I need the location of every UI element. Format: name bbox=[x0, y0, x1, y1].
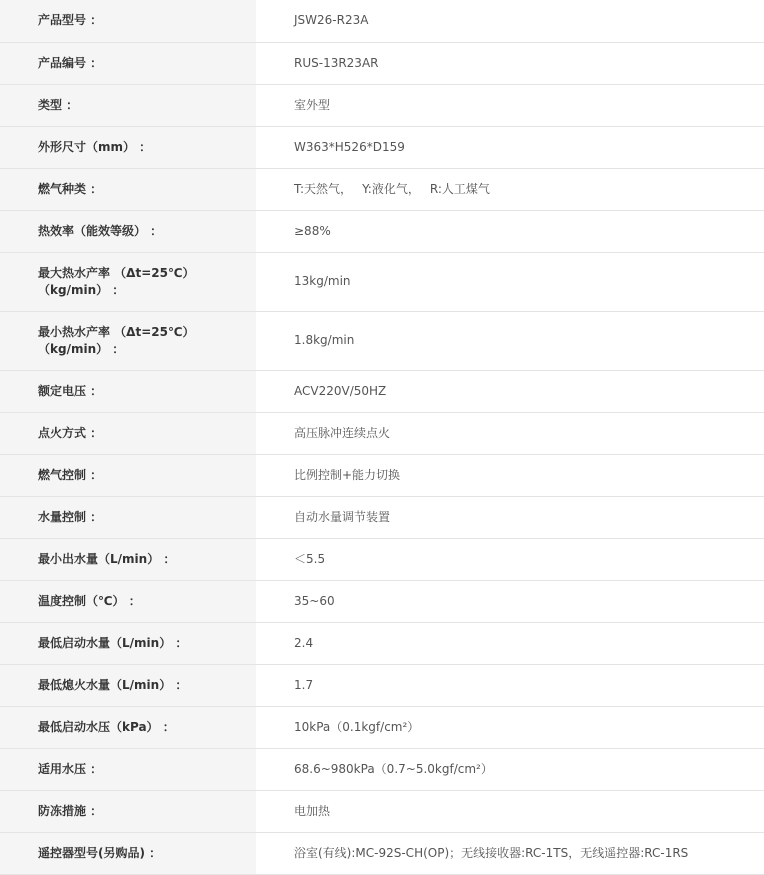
spec-row-water-pressure bbox=[0, 748, 764, 790]
spec-value: JSW26-R23A bbox=[256, 0, 764, 42]
spec-label: 最小出水量（L/min） ： bbox=[0, 538, 256, 580]
spec-label-line: 最小热水产率 （Δt=25℃） bbox=[38, 324, 195, 339]
spec-value: RUS-13R23AR bbox=[256, 42, 764, 84]
spec-row-antifreeze bbox=[0, 790, 764, 832]
spec-row-remote bbox=[0, 832, 764, 874]
spec-value: 2.4 bbox=[256, 622, 764, 664]
spec-label: 热效率（能效等级） ： bbox=[0, 210, 256, 252]
spec-label: 遥控器型号(另购品) ： bbox=[0, 832, 256, 874]
spec-label: 外形尺寸（mm） ： bbox=[0, 126, 256, 168]
spec-row-voltage bbox=[0, 370, 764, 412]
spec-value: 10kPa（0.1kgf/cm²） bbox=[256, 706, 764, 748]
spec-row-gas-control bbox=[0, 454, 764, 496]
spec-label: 燃气种类 ： bbox=[0, 168, 256, 210]
spec-row-gas-type bbox=[0, 168, 764, 210]
spec-row-water-control bbox=[0, 496, 764, 538]
spec-row-efficiency bbox=[0, 210, 764, 252]
spec-value bbox=[256, 168, 764, 210]
spec-value: 13kg/min bbox=[256, 252, 764, 311]
spec-row-max-hot-water bbox=[0, 252, 764, 311]
spec-label: 最低启动水量（L/min） ： bbox=[0, 622, 256, 664]
spec-label: 类型 ： bbox=[0, 84, 256, 126]
spec-label: 温度控制（℃） ： bbox=[0, 580, 256, 622]
spec-label-line: 最大热水产率 （Δt=25℃） bbox=[38, 265, 195, 280]
spec-label: 产品编号 ： bbox=[0, 42, 256, 84]
gas-type-lpg: Y:液化气， bbox=[362, 181, 420, 196]
spec-row-product-code bbox=[0, 42, 764, 84]
spec-value: 自动水量调节装置 bbox=[256, 496, 764, 538]
spec-value: 室外型 bbox=[256, 84, 764, 126]
spec-row-ignition bbox=[0, 412, 764, 454]
spec-value: ACV220V/50HZ bbox=[256, 370, 764, 412]
spec-value: 浴室(有线):MC-92S-CH(OP)；无线接收器:RC-1TS，无线遥控器:RC-1RS bbox=[256, 832, 764, 874]
spec-label: 点火方式 ： bbox=[0, 412, 256, 454]
gas-type-natural: T:天然气， bbox=[294, 181, 353, 196]
spec-value: 1.8kg/min bbox=[256, 311, 764, 370]
spec-label: 最低熄火水量（L/min） ： bbox=[0, 664, 256, 706]
spec-value: 35~60 bbox=[256, 580, 764, 622]
spec-value: 比例控制+能力切换 bbox=[256, 454, 764, 496]
spec-label: 防冻措施 ： bbox=[0, 790, 256, 832]
spec-value: 68.6~980kPa（0.7~5.0kgf/cm²） bbox=[256, 748, 764, 790]
spec-value: ＜5.5 bbox=[256, 538, 764, 580]
spec-row-min-start-pressure bbox=[0, 706, 764, 748]
spec-value: 1.7 bbox=[256, 664, 764, 706]
spec-value: ≥88% bbox=[256, 210, 764, 252]
spec-label: 燃气控制 ： bbox=[0, 454, 256, 496]
spec-label: 额定电压 ： bbox=[0, 370, 256, 412]
spec-label: 产品型号 ： bbox=[0, 0, 256, 42]
spec-label: 最低启动水压（kPa） ： bbox=[0, 706, 256, 748]
spec-label: 水量控制 ： bbox=[0, 496, 256, 538]
spec-row-min-stop-flow bbox=[0, 664, 764, 706]
spec-value: 电加热 bbox=[256, 790, 764, 832]
spec-row-min-hot-water bbox=[0, 311, 764, 370]
spec-row-dimensions bbox=[0, 126, 764, 168]
spec-row-min-output bbox=[0, 538, 764, 580]
spec-value: W363*H526*D159 bbox=[256, 126, 764, 168]
spec-row-min-start-flow bbox=[0, 622, 764, 664]
spec-row-temperature bbox=[0, 580, 764, 622]
spec-label bbox=[0, 252, 256, 311]
spec-label-line: （kg/min） ： bbox=[38, 282, 125, 297]
spec-label: 适用水压 ： bbox=[0, 748, 256, 790]
spec-label bbox=[0, 311, 256, 370]
spec-row-type bbox=[0, 84, 764, 126]
spec-row-model bbox=[0, 0, 764, 42]
spec-label-line: （kg/min） ： bbox=[38, 341, 125, 356]
gas-type-town: R:人工煤气 bbox=[429, 181, 490, 196]
spec-value: 高压脉冲连续点火 bbox=[256, 412, 764, 454]
